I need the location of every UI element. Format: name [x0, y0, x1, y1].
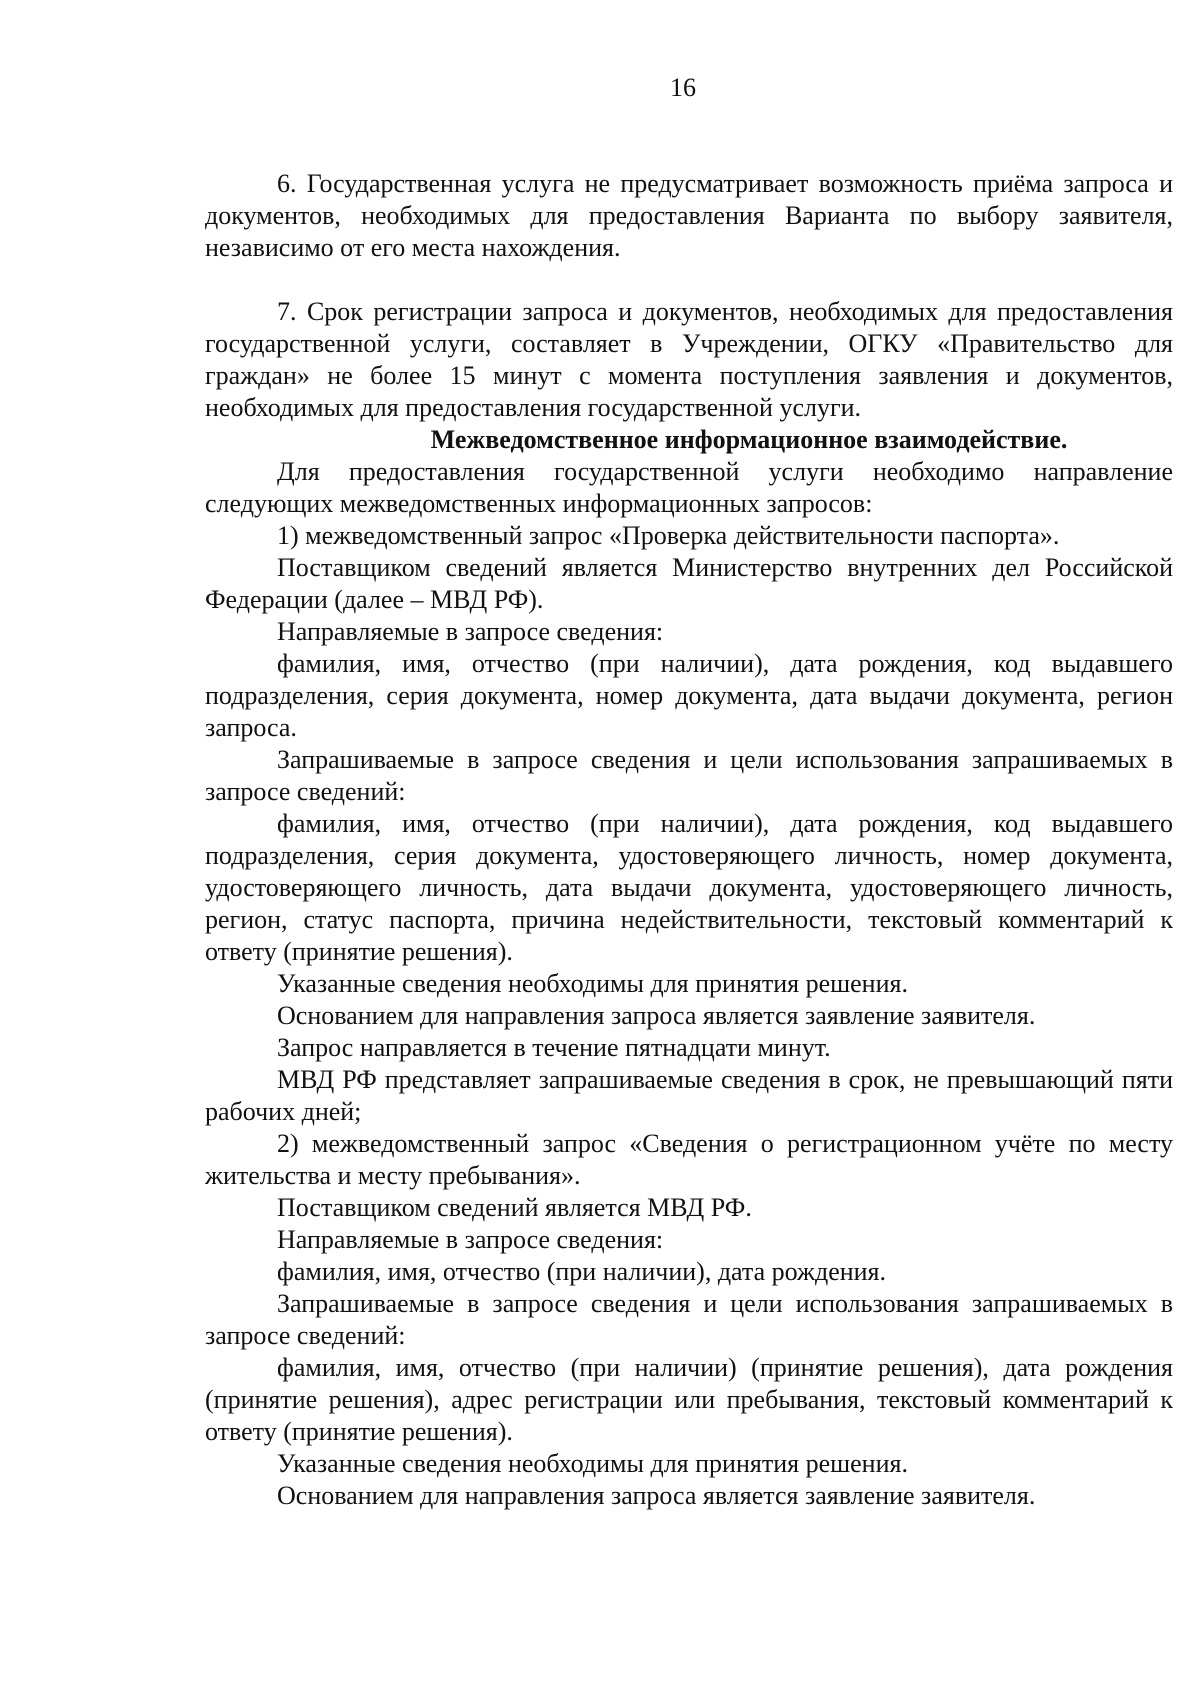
section-paragraph: Направляемые в запросе сведения:: [277, 1225, 664, 1254]
section-paragraph: Поставщиком сведений является МВД РФ.: [277, 1193, 752, 1222]
section-paragraph: фамилия, имя, отчество (при наличии), дата рождения, код выдавшего подразделения, серия документа, номер документа, дата выдачи документа, регион запроса.: [205, 649, 1173, 742]
section-paragraph: Основанием для направления запроса является заявление заявителя.: [277, 1481, 1036, 1510]
section-paragraph: Запрашиваемые в запросе сведения и цели использования запрашиваемых в запросе сведений:: [205, 745, 1173, 806]
section-paragraph: Указанные сведения необходимы для принятия решения.: [277, 1449, 908, 1478]
page-number: 16: [670, 73, 696, 102]
section-paragraph: Направляемые в запросе сведения:: [277, 617, 664, 646]
section-paragraph: фамилия, имя, отчество (при наличии), дата рождения, код выдавшего подразделения, серия документа, удостоверяющего личность, номер документа, удостоверяющего личность, дата выдачи документа, удостоверяющего личность, регион, статус паспорта, причина недействительности, текстовый комментарий к ответу (принятие решения).: [205, 809, 1173, 966]
section-paragraph: 2) межведомственный запрос «Сведения о регистрационном учёте по месту жительства и месту пребывания».: [205, 1129, 1173, 1190]
section-paragraph: Основанием для направления запроса является заявление заявителя.: [277, 1001, 1036, 1030]
paragraph-6: 6. Государственная услуга не предусматривает возможность приёма запроса и документов, необходимых для предоставления Варианта по выбору заявителя, независимо от его места нахождения.: [205, 169, 1173, 262]
section-paragraph: фамилия, имя, отчество (при наличии), дата рождения.: [277, 1257, 887, 1286]
section-paragraph: 1) межведомственный запрос «Проверка действительности паспорта».: [277, 521, 1060, 550]
document-body: [205, 168, 1173, 1512]
section-heading: Межведомственное информационное взаимодействие.: [430, 425, 1068, 454]
section-paragraph: Поставщиком сведений является Министерство внутренних дел Российской Федерации (далее – МВД РФ).: [205, 553, 1173, 614]
section-paragraph: Указанные сведения необходимы для принятия решения.: [277, 969, 908, 998]
paragraph-7: 7. Срок регистрации запроса и документов, необходимых для предоставления государственной услуги, составляет в Учреждении, ОГКУ «Правительство для граждан» не более 15 минут с момента поступления заявления и документов, необходимых для предоставления государственной услуги.: [205, 297, 1173, 422]
section-paragraph: Запрашиваемые в запросе сведения и цели использования запрашиваемых в запросе сведений:: [205, 1289, 1173, 1350]
section-paragraph: МВД РФ представляет запрашиваемые сведения в срок, не превышающий пяти рабочих дней;: [205, 1065, 1173, 1126]
section-paragraph: Запрос направляется в течение пятнадцати минут.: [277, 1033, 831, 1062]
section-paragraph: Для предоставления государственной услуги необходимо направление следующих межведомственных информационных запросов:: [205, 457, 1173, 518]
section-paragraph: фамилия, имя, отчество (при наличии) (принятие решения), дата рождения (принятие решения), адрес регистрации или пребывания, текстовый комментарий к ответу (принятие решения).: [205, 1353, 1173, 1446]
